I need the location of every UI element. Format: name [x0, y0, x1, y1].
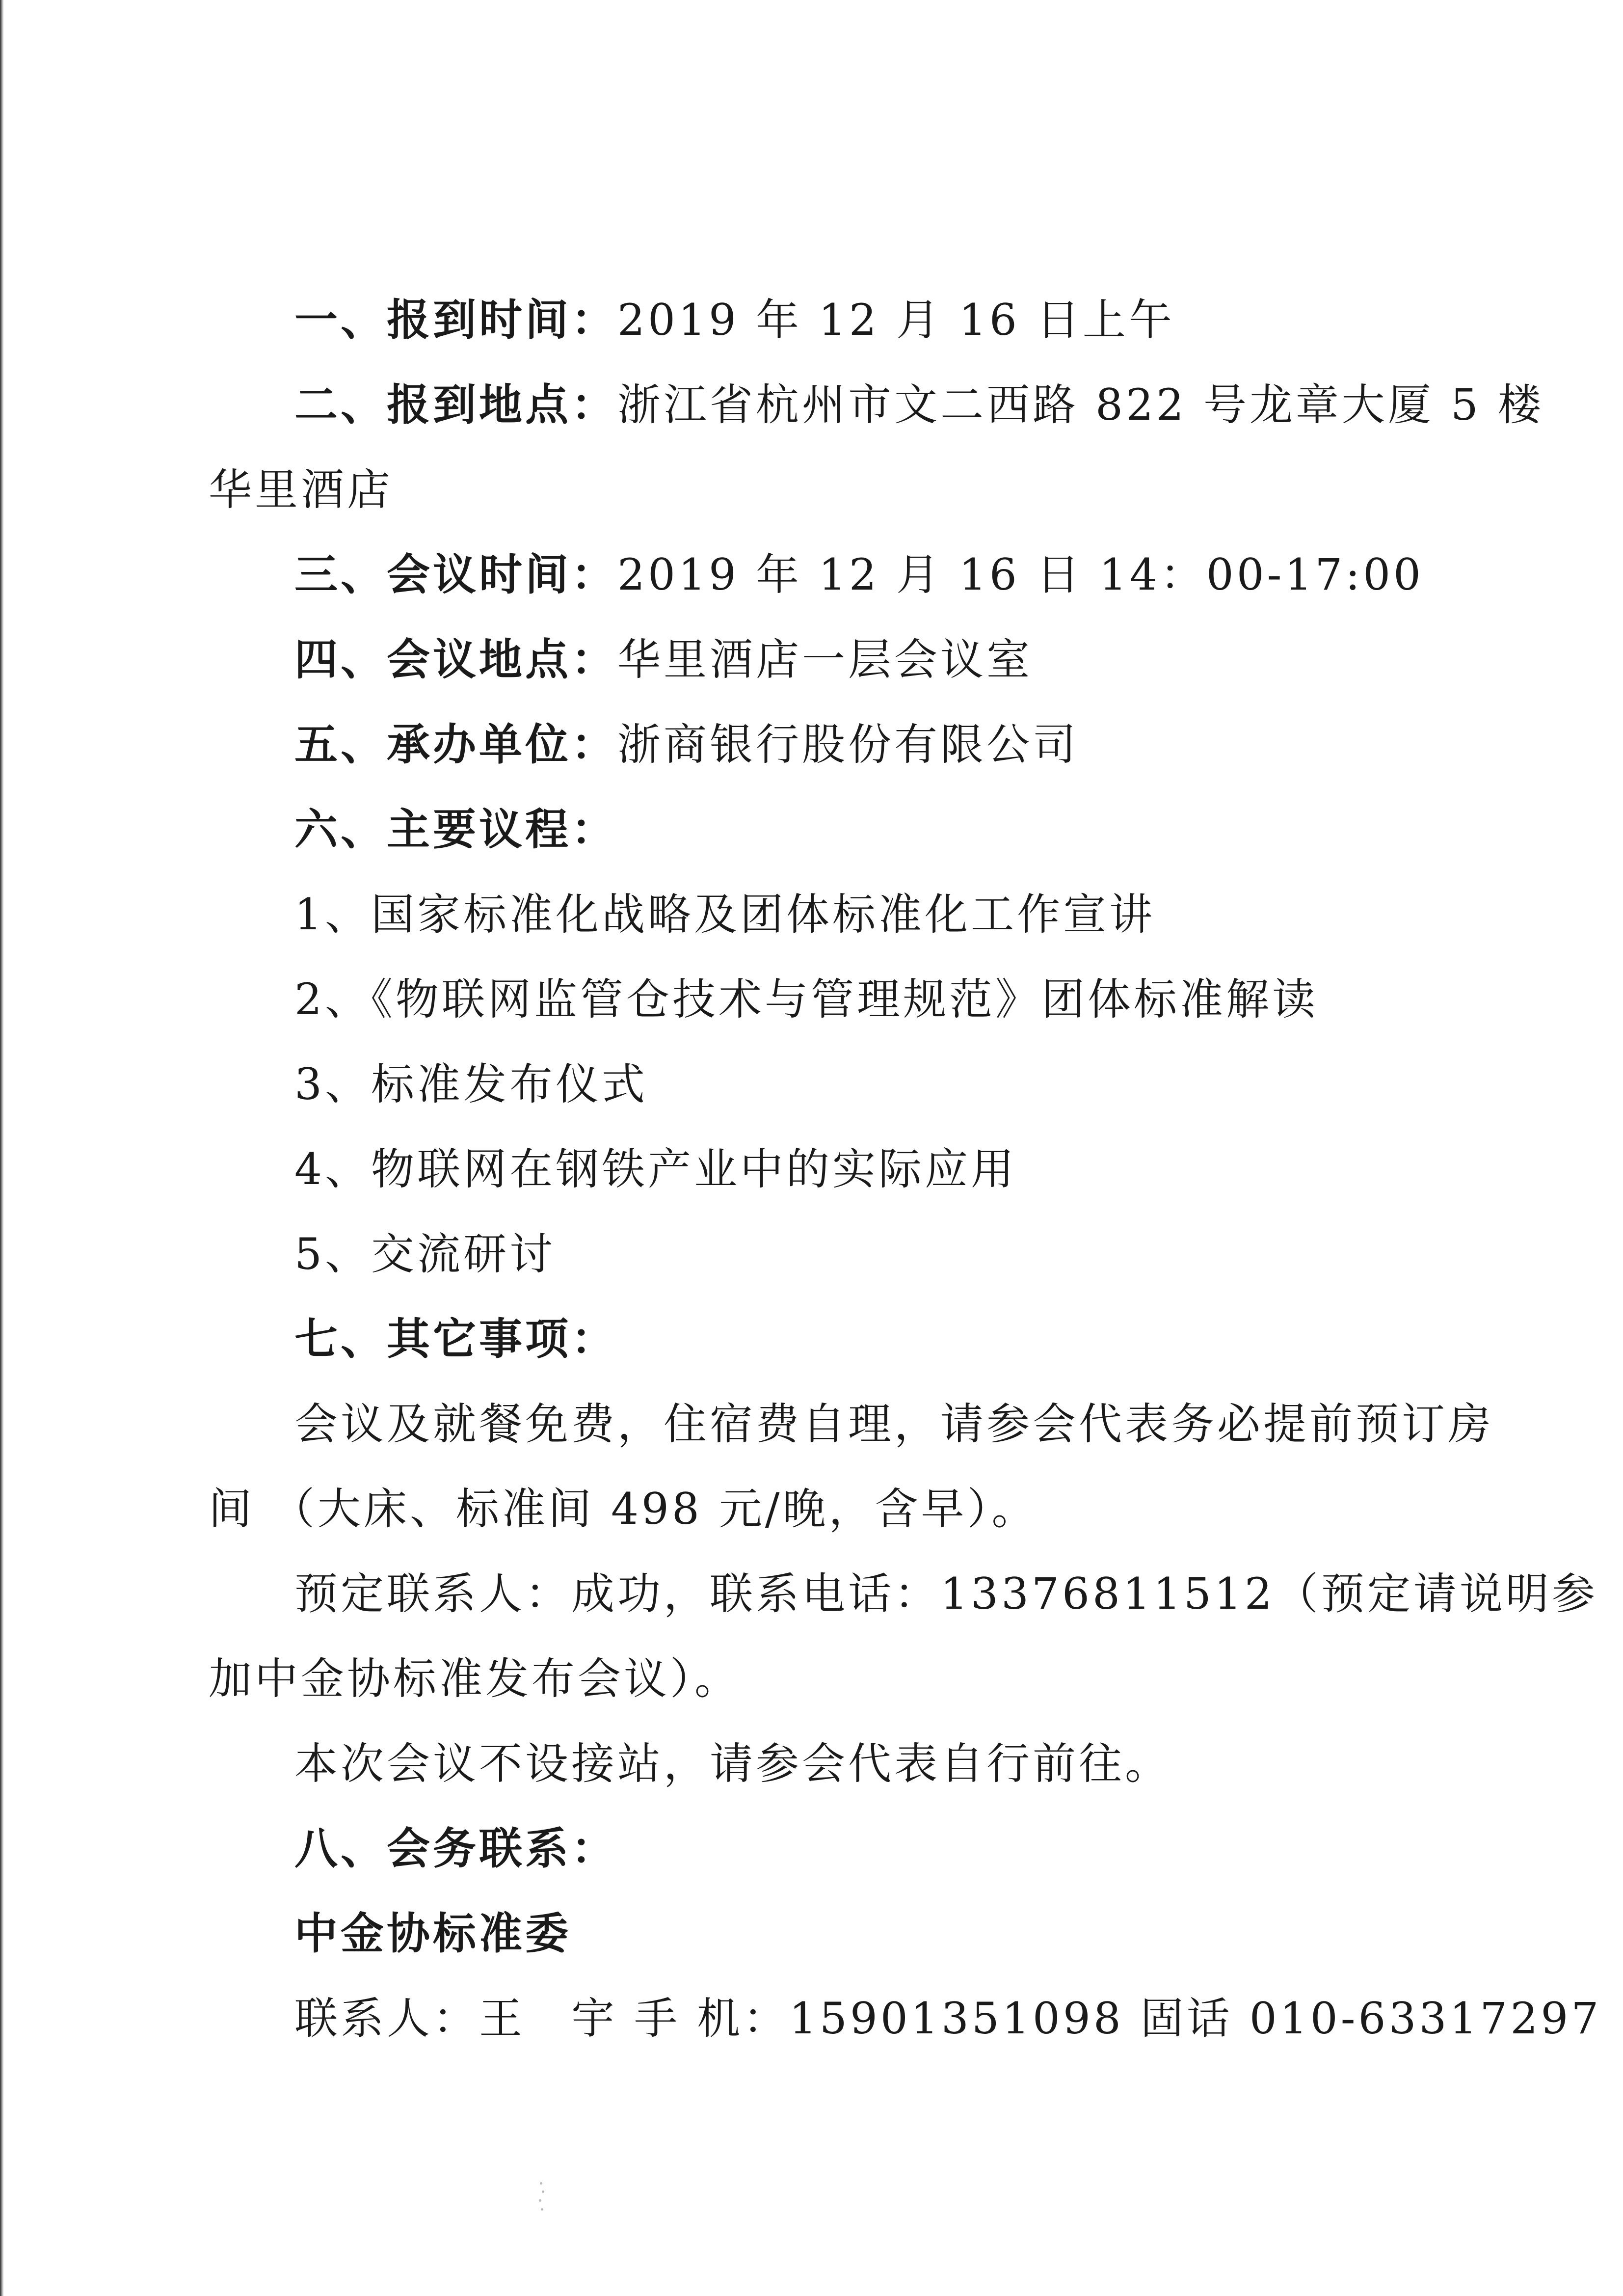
agenda-item: 1、国家标准化战略及团体标准化工作宣讲: [294, 889, 1155, 940]
registration-place-heading: 二、报到地点：: [294, 379, 618, 430]
registration-time-heading: 一、报到时间：: [294, 295, 618, 345]
other-matters-paragraph-1-cont: 间 （大床、标准间 498 元/晚，含早）。: [209, 1484, 1038, 1534]
organizer-heading: 五、承办单位：: [294, 719, 618, 770]
other-matters-paragraph-1: 会议及就餐免费，住宿费自理，请参会代表务必提前预订房: [294, 1399, 1494, 1449]
other-matters-paragraph-2-cont: 加中金协标准发布会议）。: [209, 1653, 741, 1704]
other-matters-paragraph-2: 预定联系人：成功，联系电话：13376811512（预定请说明参: [294, 1568, 1598, 1619]
agenda-heading: 六、主要议程：: [294, 804, 618, 855]
agenda-item: 5、交流研讨: [294, 1229, 556, 1279]
organizer-value: 浙商银行股份有限公司: [617, 719, 1079, 770]
other-matters-paragraph-3: 本次会议不设接站，请参会代表自行前往。: [294, 1738, 1171, 1789]
meeting-place-value: 华里酒店一层会议室: [617, 634, 1033, 685]
agenda-item: 4、物联网在钢铁产业中的实际应用: [294, 1144, 1017, 1194]
meeting-place-line: [294, 635, 1033, 684]
registration-time-line: [294, 296, 1175, 345]
scan-edge: [0, 0, 4, 2296]
registration-time-value: 2019 年 12 月 16 日上午: [617, 295, 1175, 345]
contact-details: 联系人：王 宇 手 机：15901351098 固话 010-63317297: [294, 1993, 1602, 2044]
meeting-time-value: 2019 年 12 月 16 日 14：00-17:00: [617, 549, 1424, 600]
agenda-item: 2、《物联网监管仓技术与管理规范》团体标准解读: [294, 974, 1318, 1025]
contact-heading: 八、会务联系：: [294, 1823, 618, 1874]
meeting-time-heading: 三、会议时间：: [294, 549, 618, 600]
registration-place-value: 浙江省杭州市文二西路 822 号龙章大厦 5 楼: [617, 379, 1544, 430]
organizer-line: [294, 720, 1079, 769]
other-matters-heading: 七、其它事项：: [294, 1314, 618, 1364]
agenda-item: 3、标准发布仪式: [294, 1059, 648, 1109]
registration-place-line: [294, 380, 1544, 430]
registration-place-continuation: 华里酒店: [209, 464, 394, 515]
meeting-place-heading: 四、会议地点：: [294, 634, 618, 685]
contact-organization: 中金协标准委: [294, 1908, 572, 1959]
scan-specks: [535, 2180, 547, 2214]
meeting-time-line: [294, 550, 1424, 599]
